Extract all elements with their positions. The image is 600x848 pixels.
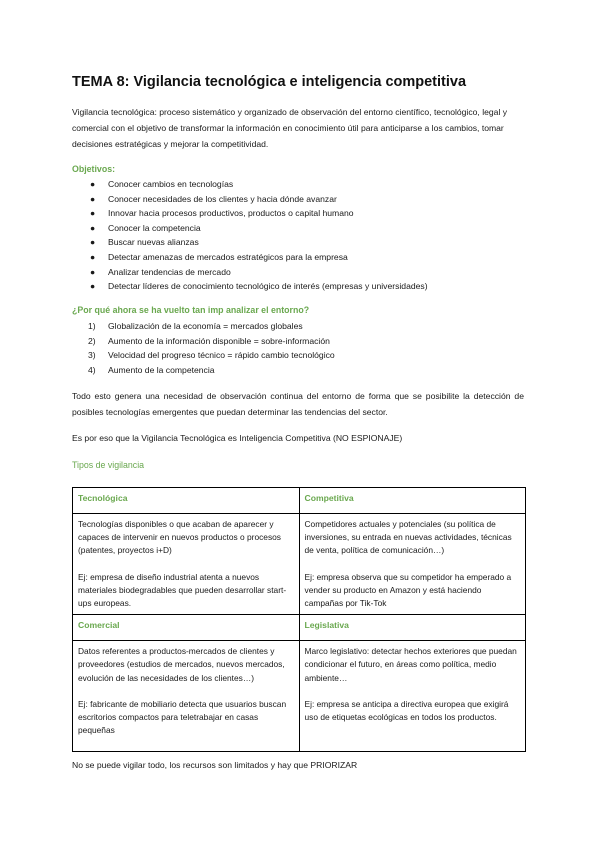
- bullet-icon: ●: [90, 193, 96, 204]
- bullet-icon: ●: [90, 266, 96, 277]
- observation-paragraph: Todo esto genera una necesidad de observación continua del entorno de forma que se posibilite la detección de posibles tecnologías emergentes que puedan determinar las tendencias del sector.: [72, 391, 524, 417]
- list-item: ● Conocer cambios en tecnologías: [72, 177, 522, 192]
- objectives-list: [72, 177, 522, 294]
- type-cell-tecnologica: [73, 514, 300, 615]
- types-table: [72, 487, 526, 752]
- type-header-competitiva: Competitiva: [299, 488, 526, 514]
- definition-paragraph: Vigilancia tecnológica: proceso sistemático y organizado de observación del entorno científico, tecnológico, legal y comercial con el objetivo de transformar la información en conocimiento útil para anticiparse a los cambios, tomar decisiones estratégicas y mejorar la competitividad.: [72, 107, 508, 149]
- type-description: Tecnologías disponibles o que acaban de aparecer y capaces de intervenir en nuevos productos o procesos (patentes, proyectos i+D): [78, 519, 281, 556]
- objectives-heading: Objetivos:: [72, 164, 116, 174]
- type-cell-comercial: [73, 641, 300, 752]
- list-item: ● Analizar tendencias de mercado: [72, 265, 522, 280]
- type-description: Datos referentes a productos-mercados de clientes y proveedores (estudios de mercados, nuevos mercados, evolución de las necesidades de los clientes…): [78, 646, 285, 683]
- conclusion-paragraph: Es por eso que la Vigilancia Tecnológica es Inteligencia Competitiva (NO ESPIONAJE): [72, 433, 403, 443]
- footer-paragraph: No se puede vigilar todo, los recursos son limitados y hay que PRIORIZAR: [72, 760, 358, 770]
- type-description: Competidores actuales y potenciales (su política de inversiones, su entrada en nuevas actividades, técnicas de venta, política de comunicación…): [304, 519, 512, 556]
- bullet-icon: ●: [90, 179, 96, 189]
- types-heading: Tipos de vigilancia: [72, 460, 145, 470]
- bullet-icon: ●: [90, 237, 96, 248]
- list-item: ● Detectar amenazas de mercados estratégicos para la empresa: [72, 250, 522, 265]
- list-item: 2) Aumento de la información disponible = sobre-información: [88, 335, 330, 346]
- page-title: TEMA 8: Vigilancia tecnológica e inteligencia competitiva: [72, 74, 467, 90]
- type-cell-legislativa: [299, 641, 526, 752]
- why-list: [72, 319, 522, 377]
- list-item: 1) Globalización de la economía = mercados globales: [88, 321, 303, 331]
- bullet-icon: ●: [90, 281, 96, 292]
- list-item: ● Detectar líderes de conocimiento tecnológico de interés (empresas y universidades): [72, 279, 522, 294]
- list-item: 4) Aumento de la competencia: [88, 364, 215, 375]
- type-description: Marco legislativo: detectar hechos exteriores que puedan condicionar el futuro, en áreas como política, medio ambiente…: [304, 646, 517, 683]
- bullet-icon: ●: [90, 222, 96, 233]
- list-item: ● Buscar nuevas alianzas: [72, 235, 522, 250]
- list-item: ● Conocer necesidades de los clientes y hacia dónde avanzar: [72, 192, 522, 207]
- type-example: Ej: empresa se anticipa a directiva europea que exigirá uso de etiquetas ecológicas en todos los productos.: [304, 698, 509, 723]
- type-header-legislativa: Legislativa: [299, 615, 526, 641]
- type-example: Ej: empresa observa que su competidor ha emperado a vender su producto en Amazon y está haciendo campañas por Tik-Tok: [304, 571, 512, 609]
- type-cell-competitiva: [299, 514, 526, 615]
- bullet-icon: ●: [90, 208, 96, 219]
- type-header-tecnologica: Tecnológica: [73, 488, 300, 514]
- type-example: Ej: fabricante de mobiliario detecta que usuarios buscan escritorios compactos para teletrabajar en casas pequeñas: [78, 698, 287, 736]
- bullet-icon: ●: [90, 251, 96, 262]
- list-item: ● Conocer la competencia: [72, 221, 522, 236]
- list-item: 3) Velocidad del progreso técnico = rápido cambio tecnológico: [88, 350, 335, 360]
- list-item: ● Innovar hacia procesos productivos, productos o capital humano: [72, 206, 522, 221]
- type-example: Ej: empresa de diseño industrial atenta a nuevos materiales biodegradables que pueden desarrollar start-ups europeas.: [78, 571, 287, 609]
- why-heading: ¿Por qué ahora se ha vuelto tan imp analizar el entorno?: [72, 305, 310, 315]
- type-header-comercial: Comercial: [73, 615, 300, 641]
